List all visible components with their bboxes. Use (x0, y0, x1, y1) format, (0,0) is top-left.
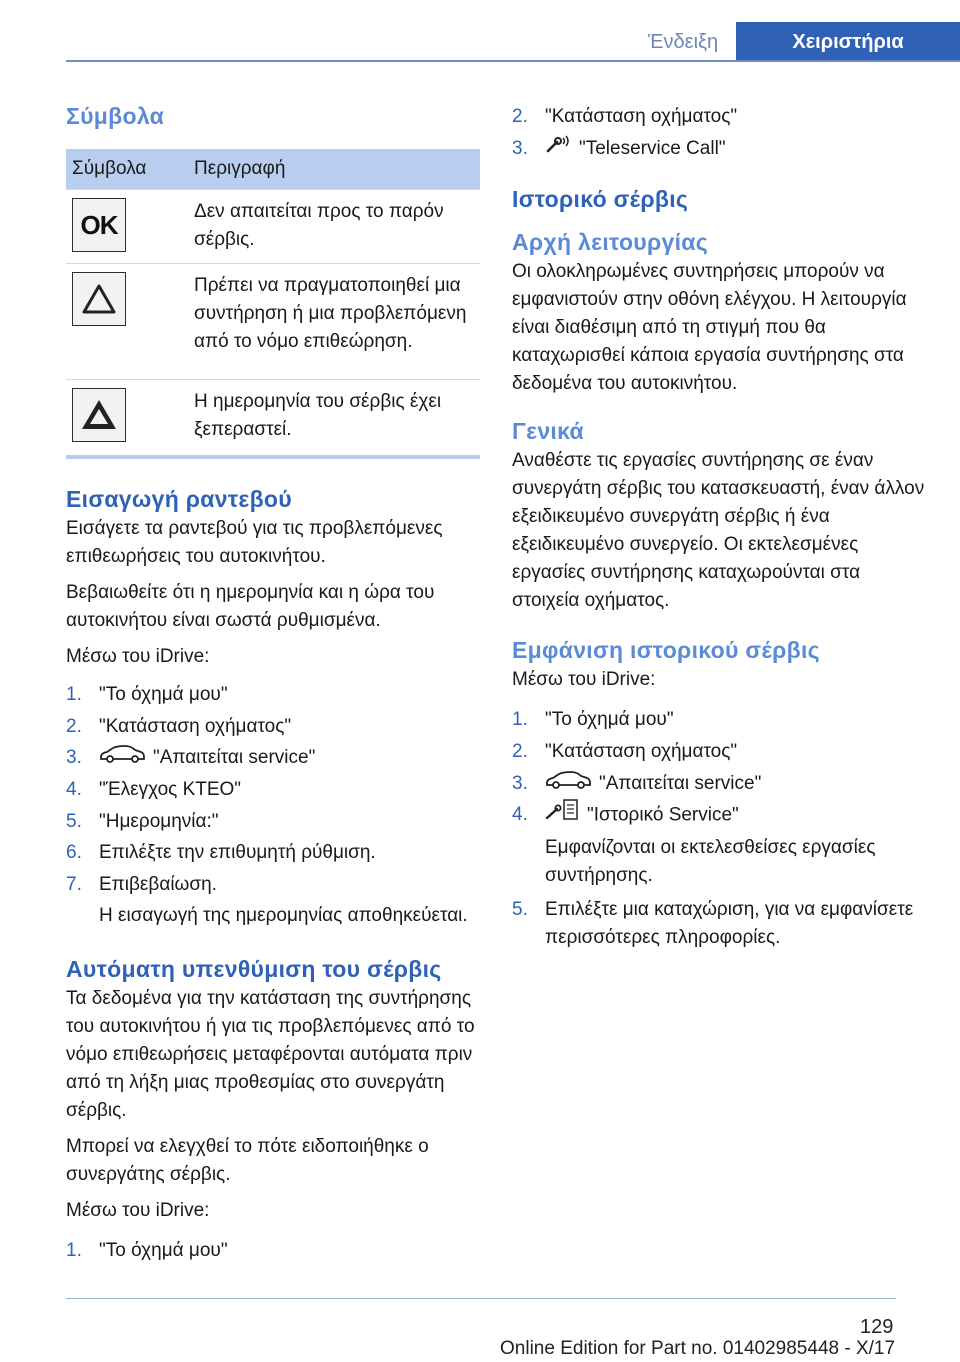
list-item[interactable]: 3. "Απαιτείται service" (66, 742, 480, 774)
table-row (66, 263, 480, 379)
auto-reminder-p1: Τα δεδομένα για την κατάσταση της συντήρησης του αυτοκινήτου ή για τις προβλεπόμενες από το νόμο επιθεωρήσεις μεταφέρονται αυτόματα πριν από τη λήξη μιας προθεσμίας στο συνεργάτη σέρβις. (66, 988, 475, 1122)
appointment-steps (66, 679, 480, 900)
table-bottom-rule (66, 455, 480, 459)
history-steps (512, 704, 926, 832)
general-text: Αναθέστε τις εργασίες συντήρησης σε έναν συνεργάτη σέρβις του κατασκευαστή, έναν άλλον εξειδικευμένο συνεργάτη σέρβις ή ένα εξειδικευμένο συνεργείο. Οι εκτελεσμένες εργασίες συντήρησης καταχωρούνται στα στοιχεία οχήματος. (512, 450, 925, 612)
list-item[interactable]: 5. Επιλέξτε μια καταχώριση, για να εμφανίσετε περισσότερες πληροφορίες. (512, 898, 914, 948)
display-intro: Μέσω του iDrive: (512, 669, 656, 691)
header-tab-controls[interactable]: Χειριστήρια (736, 22, 960, 62)
history-steps-cont (512, 894, 926, 952)
auto-reminder-p3: Μέσω του iDrive: (66, 1200, 210, 1222)
general-title: Γενικά (512, 418, 584, 445)
wrench-list-icon (545, 799, 579, 832)
appointment-p3: Μέσω του iDrive: (66, 646, 210, 667)
row-description: Η ημερομηνία του σέρβις έχει ξεπεραστεί. (194, 391, 442, 440)
appointment-section (66, 486, 480, 1267)
symbols-table (66, 149, 480, 455)
footer-rule (66, 1298, 896, 1299)
symbols-title: Σύμβολα (66, 103, 165, 129)
row-description: Δεν απαιτείται προς το παρόν σέρβις. (194, 201, 444, 250)
warning-triangle-icon (72, 272, 126, 326)
list-item[interactable]: 5. "Ημερομηνία:" (66, 810, 219, 832)
row-description: Πρέπει να πραγματοποιηθεί μια συντήρηση ή μια προβλεπόμενη από το νόμο επιθεώρηση. (194, 275, 467, 352)
table-header (66, 149, 480, 189)
list-item[interactable]: 1. "Το όχημά μου" (512, 709, 674, 731)
table-row (66, 189, 480, 263)
car-icon (99, 742, 145, 774)
edition-text: Online Edition for Part no. 01402985448 - X/17 (500, 1338, 896, 1359)
list-item[interactable]: 6. Επιλέξτε την επιθυμητή ρύθμιση. (66, 842, 376, 864)
warning-triangle-filled-icon (72, 388, 126, 442)
list-item[interactable]: 2. "Κατάσταση οχήματος" (512, 740, 738, 762)
appointment-p2: Βεβαιωθείτε ότι η ημερομηνία και η ώρα του αυτοκινήτου είναι σωστά ρυθμισμένα. (66, 582, 435, 631)
step-note: Η εισαγωγή της ημερομηνίας αποθηκεύεται. (99, 905, 468, 927)
col-symbol-header: Σύμβολα (72, 158, 147, 179)
page-number: 129 (860, 1316, 894, 1338)
ok-icon: OK (72, 198, 126, 252)
list-item[interactable]: 1. "Το όχημά μου" (66, 1240, 228, 1262)
principle-title: Αρχή λειτουργίας (512, 229, 708, 256)
right-column (512, 101, 926, 952)
list-item[interactable]: 7. Επιβεβαίωση. (66, 873, 217, 895)
appointment-p1: Εισάγετε τα ραντεβού για τις προβλεπόμενες επιθεωρήσεις του αυτοκινήτου. (66, 518, 443, 567)
table-row (66, 379, 480, 455)
list-item[interactable]: 3. "Απαιτείται service" (512, 768, 926, 800)
display-history-title: Εμφάνιση ιστορικού σέρβις (512, 637, 820, 664)
wrench-signal-icon (545, 133, 571, 165)
list-item[interactable]: 2. "Κατάσταση οχήματος" (512, 106, 738, 127)
appointment-title: Εισαγωγή ραντεβού (66, 486, 292, 512)
auto-reminder-steps-left (66, 1235, 480, 1267)
header-tab-index[interactable]: Ένδειξη (647, 31, 719, 53)
principle-text: Οι ολοκληρωμένες συντηρήσεις μπορούν να εμφανιστούν στην οθόνη ελέγχου. Η λειτουργία είναι διαθέσιμη από τη στιγμή που θα καταχωρισθεί κάποια εργασία συντήρησης στα δεδομένα του αυτοκινήτου. (512, 261, 907, 395)
car-icon (545, 768, 591, 800)
auto-reminder-title: Αυτόματη υπενθύμιση του σέρβις (66, 956, 442, 983)
header-rule (66, 60, 960, 62)
col-description-header: Περιγραφή (194, 158, 286, 179)
history-title: Ιστορικό σέρβις (512, 186, 689, 213)
list-item[interactable]: 1. "Το όχημά μου" (66, 684, 228, 705)
list-item[interactable]: 3. "Teleservice Call" (512, 133, 926, 165)
auto-reminder-steps-right (512, 101, 926, 164)
auto-reminder-p2: Μπορεί να ελεγχθεί το πότε ειδοποιήθηκε ο συνεργάτης σέρβις. (66, 1136, 429, 1186)
list-item[interactable]: 4. "Ιστορικό Service" (512, 799, 926, 832)
step-note: Εμφανίζονται οι εκτελεσθείσες εργασίες συντήρησης. (545, 836, 876, 886)
list-item[interactable]: 2. "Κατάσταση οχήματος" (66, 715, 292, 737)
list-item[interactable]: 4. "Έλεγχος ΚΤΕΟ" (66, 778, 242, 800)
